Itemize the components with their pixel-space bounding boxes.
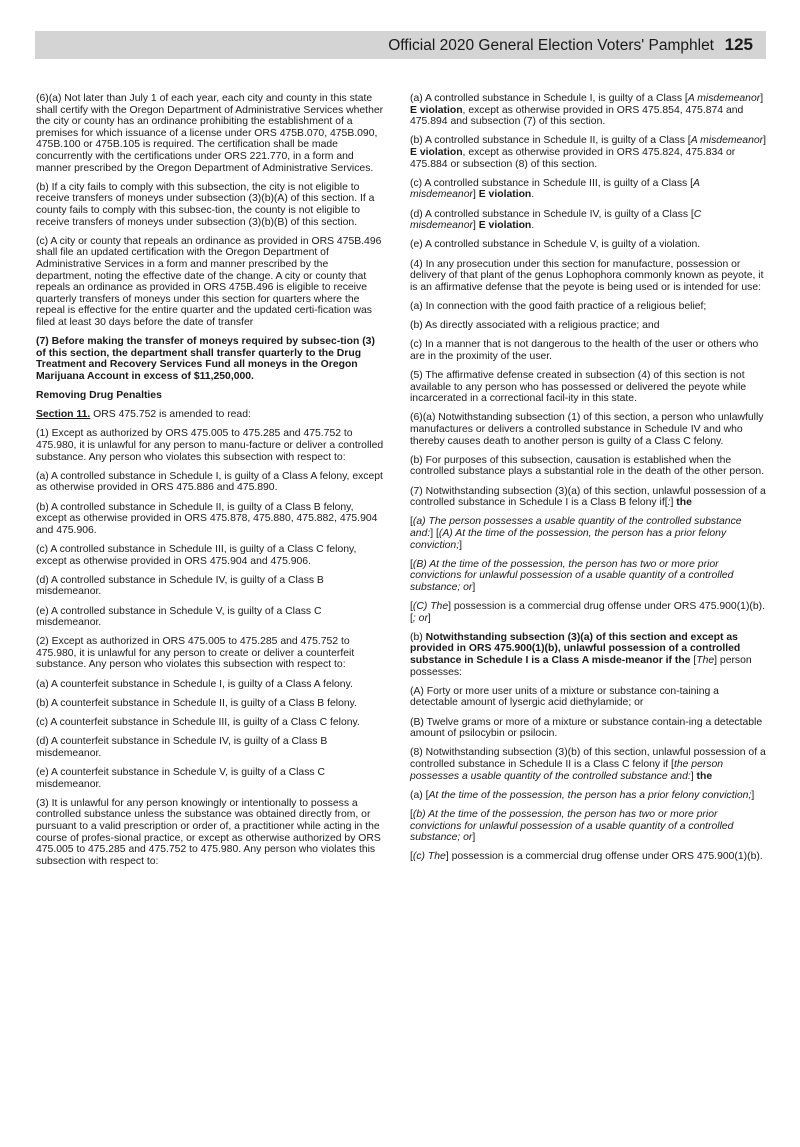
deleted-text: (B) At the time of the possession, the person has two or more prior convictions for unlawful possession of a usable quantity of a controlled substance; or <box>410 558 734 593</box>
deleted-text: At the time of the possession, the person has a prior felony conviction; <box>428 789 752 801</box>
section-heading: Removing Drug Penalties <box>36 390 162 402</box>
text-run: (b) <box>410 631 426 643</box>
deleted-text: A misdemeanor <box>687 93 761 104</box>
text-run: [ <box>410 601 413 613</box>
paragraph <box>410 486 766 509</box>
paragraph: (b) For purposes of this subsection, causation is established when the controlled substance plays a substantial role in the death of the other person. <box>410 454 765 478</box>
pamphlet-title: Official 2020 General Election Voters' Pamphlet <box>388 37 714 54</box>
text-run: [ <box>690 655 697 667</box>
text-run: ] person possesses: <box>410 655 752 678</box>
paragraph: (b) A controlled substance in Schedule II, is guilty of a Class B felony, except as otherwise provided in ORS 475.878, 475.880, 475.882, 475.904 and 475.906. <box>36 501 378 536</box>
added-text: the <box>696 770 713 782</box>
paragraph: (e) A controlled substance in Schedule V, is guilty of a Class C misdemeanor. <box>36 605 322 629</box>
added-text: E violation <box>478 189 532 201</box>
left-column <box>36 93 386 875</box>
text-run: (a) [ <box>410 789 429 801</box>
added-text: E violation <box>410 146 463 158</box>
paragraph: (b) As directly associated with a religious practice; and <box>410 320 660 332</box>
text-run: (a) A controlled substance in Schedule I, is guilty of a Class [ <box>410 93 688 104</box>
section-text: ORS 475.752 is amended to read: <box>90 409 251 421</box>
added-text: the <box>676 497 692 509</box>
text-run: (7) Notwithstanding subsection (3)(a) of this section, unlawful possession of a controlled substance in Schedule I is a Class B felony if[ <box>410 485 766 509</box>
text-run: ] <box>472 189 479 201</box>
paragraph <box>410 851 766 863</box>
paragraph: (b) If a city fails to comply with this subsection, the city is not eligible to receive transfers of moneys under subsection (3)(b)(A) of this section. If a county fails to comply with this subsec-tion, the county is not eligible to receive transfers of moneys under subsection (3)(b)(B) of this section. <box>36 181 375 228</box>
paragraph: (A) Forty or more user units of a mixture or substance con-taining a detectable amount of lysergic acid diethylamide; or <box>410 685 719 709</box>
text-run: , except as otherwise provided in ORS 475.854, 475.874 and 475.894 and subsection (7) of this section. <box>410 104 744 128</box>
text-run: . <box>531 189 535 201</box>
deleted-text: (C) The <box>412 601 449 613</box>
text-run: (d) A controlled substance in Schedule IV, is guilty of a Class [ <box>410 208 694 220</box>
paragraph: (1) Except as authorized by ORS 475.005 to 475.285 and 475.752 to 475.980, it is unlawful for any person to manu-facture or deliver a controlled substance. Any person who violates this subsection with respect to: <box>36 428 384 463</box>
text-run: ] <box>459 539 462 551</box>
paragraph <box>410 747 766 782</box>
paragraph: (B) Twelve grams or more of a mixture or substance contain-ing a detectable amount of psilocybin or psilocin. <box>410 716 763 740</box>
paragraph: (a) In connection with the good faith practice of a religious belief; <box>410 300 707 312</box>
paragraph <box>410 632 766 678</box>
text-run: [ <box>410 808 413 820</box>
text-run: ] <box>760 93 764 104</box>
text-run: [ <box>410 851 413 863</box>
text-run: (8) Notwithstanding subsection (3)(b) of this section, unlawful possession of a controlled substance in Schedule II is a Class C felony if [ <box>410 747 766 770</box>
paragraph: (c) In a manner that is not dangerous to the health of the user or others who are in the proximity of the user. <box>410 339 759 362</box>
text-run: ] <box>751 789 755 801</box>
deleted-text: (c) The <box>412 851 446 863</box>
text-run: [ <box>410 558 413 570</box>
paragraph: (e) A counterfeit substance in Schedule V, is guilty of a Class C misdemeanor. <box>36 767 325 790</box>
paragraph: (e) A controlled substance in Schedule V, is guilty of a violation. <box>410 239 701 251</box>
text-run: ] <box>472 581 476 593</box>
paragraph <box>410 93 766 128</box>
added-text: E violation <box>478 220 532 232</box>
paragraph: (6)(a) Notwithstanding subsection (1) of this section, a person who unlawfully manufactures or delivers a controlled substance in Schedule IV and who thereby causes death to another person is guilty of a Class C felony. <box>410 412 764 447</box>
deleted-text: A misdemeanor <box>690 135 764 147</box>
text-run: (b) A controlled substance in Schedule II, is guilty of a Class [ <box>410 135 691 147</box>
deleted-text: the person possesses a usable quantity of the controlled substance and: <box>410 759 724 782</box>
deleted-text: : <box>667 497 671 509</box>
paragraph: (5) The affirmative defense created in subsection (4) of this section is not available to any person who has possessed or delivered the peyote while incarcerated in a correctional facil-ity in this state. <box>410 370 747 405</box>
right-column <box>410 93 766 871</box>
paragraph <box>410 516 766 551</box>
text-run: , except as otherwise provided in ORS 475.824, 475.834 or 475.884 or subsection (8) of this section. <box>410 146 736 170</box>
paragraph: (a) A counterfeit substance in Schedule I, is guilty of a Class A felony. <box>36 678 353 690</box>
paragraph <box>410 135 766 170</box>
page-number: 125 <box>724 35 753 54</box>
added-text: Notwithstanding subsection (3)(a) of this section and except as provided in ORS 475.900(1)(b), unlawful possession of a controlled substance in Schedule I is a Class A misde-meanor if the <box>410 631 741 667</box>
paragraph: (2) Except as authorized in ORS 475.005 to 475.285 and 475.752 to 475.980, it is unlawful for any person to create or deliver a counterfeit substance. Any person who violates this subsection with respect to: <box>36 636 355 671</box>
text-run: ] <box>670 497 677 509</box>
page-header <box>35 31 766 59</box>
paragraph <box>410 601 766 624</box>
deleted-text: The <box>696 655 715 667</box>
paragraph: (c) A city or county that repeals an ordinance as provided in ORS 475B.496 shall file an updated certification with the Oregon Department of Administrative Services in a form and manner prescribed by the department, noting the effective date of the change. A city or county that repeals an ordinance as provided in ORS 475B.496 is eligible to receive quarterly transfers of moneys under this section for quarters where the repeal is effective for the entire quarter and the updated certi-fication was filed at least 30 days before the date of transfer <box>36 235 382 328</box>
paragraph-amendment: (7) Before making the transfer of moneys required by subsec-tion (3) of this section, the department shall transfer quarterly to the Drug Treatment and Recovery Services Fund all moneys in the Oregon Marijuana Account in excess of $11,250,000. <box>36 336 375 382</box>
paragraph <box>410 559 766 594</box>
paragraph <box>410 209 766 232</box>
paragraph: (c) A counterfeit substance in Schedule III, is guilty of a Class C felony. <box>36 717 360 729</box>
text-run: ] possession is a commercial drug offense under ORS 475.900(1)(b).[ <box>410 601 765 624</box>
text-run: ] <box>472 832 476 844</box>
paragraph <box>410 809 766 844</box>
text-run: ] [ <box>430 527 439 539</box>
added-text: E violation <box>410 104 463 116</box>
deleted-text: ; or <box>412 612 428 624</box>
paragraph <box>410 790 766 802</box>
text-run: . <box>531 220 535 232</box>
text-run: ] <box>763 135 766 147</box>
paragraph: (6)(a) Not later than July 1 of each year, each city and county in this state shall certify with the Oregon Department of Administrative Services whether the city or county has an ordinance prohibiting the establishment of a premises for which issuance of a license under ORS 475B.070, 475B.090, 475B.100 or 475B.105 is required. The certification shall be made concurrently with the certifications under ORS 221.770, in a form and manner prescribed by the Oregon Department of Administrative Services. <box>36 93 384 174</box>
paragraph: (d) A counterfeit substance in Schedule IV, is guilty of a Class B misdemeanor. <box>36 736 328 759</box>
text-run: ] <box>472 220 479 232</box>
section-intro <box>36 409 386 421</box>
deleted-text: (A) At the time of the possession, the person has a prior felony conviction; <box>410 527 727 551</box>
deleted-text: (a) The person possesses a usable quantity of the controlled substance and: <box>410 516 742 539</box>
paragraph <box>410 178 766 201</box>
text-run: [ <box>410 516 413 528</box>
deleted-text: A misdemeanor <box>410 177 700 201</box>
text-run: (c) A controlled substance in Schedule III, is guilty of a Class [ <box>410 177 693 189</box>
paragraph: (b) A counterfeit substance in Schedule II, is guilty of a Class B felony. <box>36 697 357 709</box>
deleted-text: C misdemeanor <box>410 208 702 232</box>
text-run: ] <box>690 770 697 782</box>
section-label: Section 11. <box>36 409 91 421</box>
text-run: ] possession is a commercial drug offense under ORS 475.900(1)(b). <box>445 851 763 863</box>
paragraph: (c) A controlled substance in Schedule III, is guilty of a Class C felony, except as otherwise provided in ORS 475.904 and 475.906. <box>36 543 357 567</box>
deleted-text: (b) At the time of the possession, the person has two or more prior convictions for unlawful possession of a usable quantity of a controlled substance; or <box>410 808 734 844</box>
paragraph: (a) A controlled substance in Schedule I, is guilty of a Class A felony, except as otherwise provided in ORS 475.886 and 475.890. <box>36 470 383 494</box>
paragraph: (3) It is unlawful for any person knowingly or intentionally to possess a controlled substance unless the substance was obtained directly from, or pursuant to a valid prescription or order of, a practitioner while acting in the course of profes-sional practice, or except as otherwise authorized by ORS 475.005 to 475.285 and 475.752 to 475.980. Any person who violates this subsection with respect to: <box>36 797 381 867</box>
text-run: ] <box>427 612 431 624</box>
paragraph: (4) In any prosecution under this section for manufacture, possession or delivery of that plant of the genus Lophophora commonly known as peyote, it is an affirmative defense that the peyote is being used or is intended for use: <box>410 258 764 293</box>
paragraph: (d) A controlled substance in Schedule IV, is guilty of a Class B misdemeanor. <box>36 574 324 598</box>
